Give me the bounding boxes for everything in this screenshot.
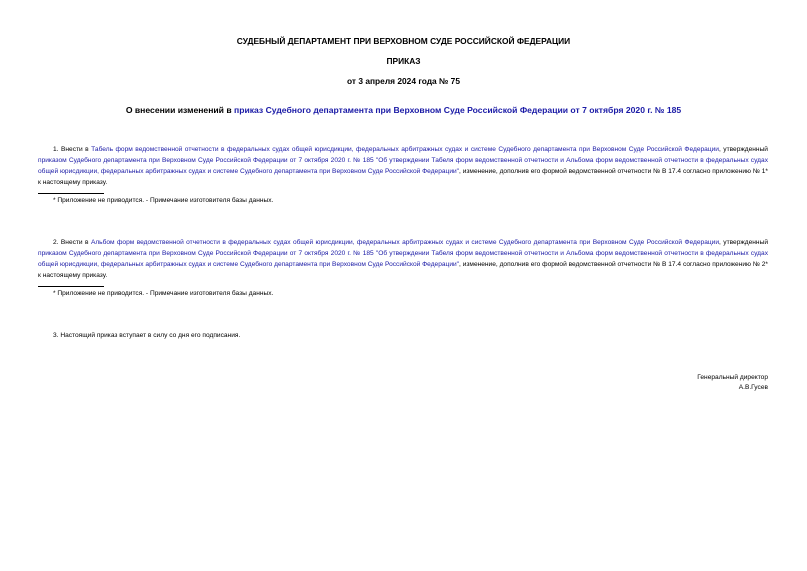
item-1-paragraph bbox=[38, 144, 768, 188]
item-2-footnote: * Приложение не приводится. - Примечание изготовителя базы данных. bbox=[53, 290, 274, 297]
item-2-mid: , утвержденный bbox=[719, 239, 768, 246]
subject-prefix: О внесении изменений в bbox=[125, 105, 235, 115]
item-3-paragraph bbox=[38, 330, 768, 341]
item-2-lead: 2. Внести в bbox=[53, 239, 91, 246]
item-1-mid: , утвержденный bbox=[718, 146, 768, 153]
item-2-paragraph bbox=[38, 237, 768, 281]
item-1-lead: 1. Внести в bbox=[53, 146, 92, 153]
item-1-tail: , изменение, дополнив его формой ведомственной отчетности № В 17.4 согласно приложению № 1* к настоящему приказу. bbox=[38, 168, 768, 186]
item-1-footnote: * Приложение не приводится. - Примечание изготовителя базы данных. bbox=[53, 197, 274, 204]
signature-name: А.В.Гусев bbox=[738, 384, 768, 391]
order-date-line: от 3 апреля 2024 года № 75 bbox=[347, 76, 460, 86]
item-2-link-album[interactable]: Альбом форм ведомственной отчетности в федеральных судах общей юрисдикции, федеральных арбитражных судах и системе Судебного департамента при Верховном Суде Российской Федерации bbox=[90, 239, 720, 246]
item-3-text: 3. Настоящий приказ вступает в силу со дня его подписания. bbox=[53, 332, 241, 339]
item-2-tail: , изменение, дополнив его формой ведомственной отчетности № В 17.4 согласно приложению № 2* к настоящему приказу. bbox=[38, 261, 768, 279]
department-heading: СУДЕБНЫЙ ДЕПАРТАМЕНТ ПРИ ВЕРХОВНОМ СУДЕ РОССИЙСКОЙ ФЕДЕРАЦИИ bbox=[236, 36, 571, 46]
subject-link-order-185[interactable]: приказ Судебного департамента при Верховном Суде Российской Федерации от 7 октября 2020 г. № 185 bbox=[234, 105, 682, 115]
item-1-link-tabel[interactable]: Табель форм ведомственной отчетности в федеральных судах общей юрисдикции, федеральных арбитражных судах и системе Судебного департамента при Верховном Суде Российской Федерации bbox=[91, 146, 719, 153]
footnote-divider bbox=[38, 286, 104, 287]
order-subject bbox=[0, 105, 807, 115]
order-title: ПРИКАЗ bbox=[386, 56, 421, 66]
item-2-link-order-185[interactable]: приказом Судебного департамента при Верховном Суде Российской Федерации от 7 октября 2020 г. № 185 "Об утверждении Табеля форм ведомственной отчетности и Альбома форм ведомственной отчетности в федеральных судах общей юрисдикции, федеральных арбитражных судах и системе Судебного департамента при Верховном Суде Российской Федерации" bbox=[38, 250, 768, 268]
signature-position: Генеральный директор bbox=[697, 374, 768, 381]
footnote-divider bbox=[38, 193, 104, 194]
item-1-link-order-185[interactable]: приказом Судебного департамента при Верховном Суде Российской Федерации от 7 октября 2020 г. № 185 "Об утверждении Табеля форм ведомственной отчетности и Альбома форм ведомственной отчетности в федеральных судах общей юрисдикции, федеральных арбитражных судах и системе Судебного департамента при Верховном Суде Российской Федерации" bbox=[38, 157, 768, 175]
